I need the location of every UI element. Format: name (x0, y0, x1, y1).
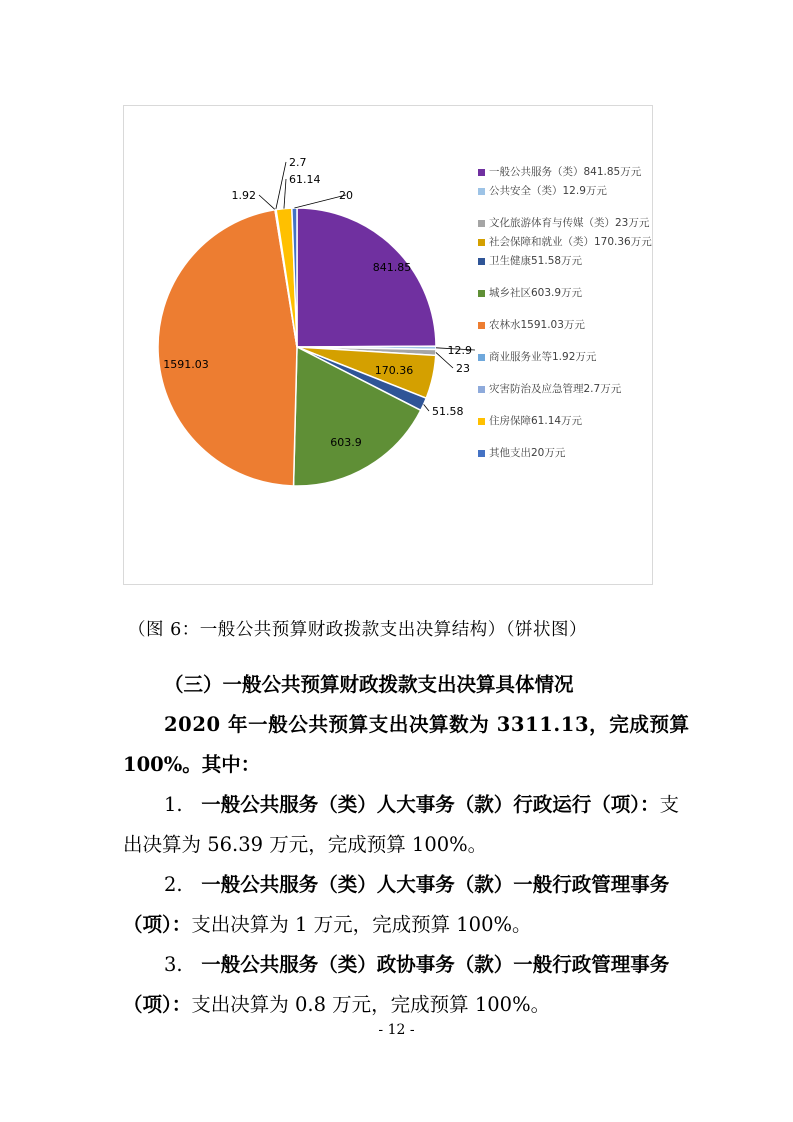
legend-item (478, 287, 654, 300)
legend-label: 商业服务业等1.92万元 (489, 351, 597, 363)
leader-line (424, 404, 429, 411)
item-2-line-2 (123, 912, 532, 938)
leader-line (259, 195, 275, 210)
pie-slice (158, 210, 297, 486)
item-2-line-1 (164, 872, 669, 898)
legend-item (478, 383, 654, 396)
legend-label: 灾害防治及应急管理2.7万元 (489, 383, 622, 395)
legend-swatch (478, 188, 485, 195)
legend-item (478, 319, 654, 332)
item-number: 2. (164, 873, 183, 896)
legend-label: 其他支出20万元 (489, 447, 566, 459)
data-label: 23 (456, 362, 470, 375)
legend-item (478, 236, 654, 249)
legend-item (478, 351, 654, 364)
legend-item (478, 255, 654, 268)
legend-item (478, 166, 654, 179)
legend-label: 卫生健康51.58万元 (489, 255, 583, 267)
legend-label: 社会保障和就业（类）170.36万元 (489, 236, 652, 248)
data-label: 170.36 (374, 364, 414, 377)
data-label: 61.14 (289, 173, 321, 186)
legend-swatch (478, 290, 485, 297)
legend-swatch (478, 239, 485, 246)
legend-swatch (478, 169, 485, 176)
data-label: 2.7 (289, 156, 307, 169)
item-text: 支 (659, 793, 679, 816)
summary-line-1: 2020 年一般公共预算支出决算数为 3311.13，完成预算 (164, 713, 690, 736)
item-title: 一般公共服务（类）人大事务（款）行政运行（项）： (201, 793, 660, 816)
legend-swatch (478, 354, 485, 361)
data-label: 20 (339, 189, 353, 202)
section-heading: （三）一般公共预算财政拨款支出决算具体情况 (164, 673, 574, 696)
item-number: 1. (164, 793, 183, 816)
item-1-line-2: 出决算为 56.39 万元，完成预算 100%。 (123, 833, 488, 856)
data-label: 1.92 (231, 189, 256, 202)
legend-label: 公共安全（类）12.9万元 (489, 185, 607, 197)
legend-swatch (478, 450, 485, 457)
item-3-line-1 (164, 952, 669, 978)
legend-label: 住房保障61.14万元 (489, 415, 583, 427)
pie-slice (297, 208, 436, 347)
item-3-line-2 (123, 992, 550, 1018)
chart-legend (478, 166, 654, 479)
legend-item (478, 185, 654, 198)
legend-label: 城乡社区603.9万元 (489, 287, 583, 299)
legend-swatch (478, 220, 485, 227)
page-number: - 12 - (378, 1022, 415, 1038)
summary-line-2: 100%。其中： (123, 753, 261, 776)
legend-label: 文化旅游体育与传媒（类）23万元 (489, 217, 650, 229)
item-text: 支出决算为 0.8 万元，完成预算 100%。 (191, 993, 551, 1016)
item-text: 支出决算为 1 万元，完成预算 100%。 (191, 913, 532, 936)
leader-line (284, 179, 286, 209)
legend-item (478, 415, 654, 428)
legend-item (478, 217, 654, 230)
data-label: 603.9 (330, 436, 362, 449)
figure-caption: （图 6：一般公共预算财政拨款支出决算结构）（饼状图） (128, 620, 587, 640)
data-label: 51.58 (432, 405, 464, 418)
item-title: 一般公共服务（类）人大事务（款）一般行政管理事务 (201, 873, 670, 896)
item-1-line-1 (164, 792, 679, 818)
data-label: 841.85 (372, 261, 412, 274)
legend-label: 一般公共服务（类）841.85万元 (489, 166, 642, 178)
data-label: 1591.03 (163, 358, 209, 371)
item-title: （项）： (123, 993, 192, 1016)
item-title: 一般公共服务（类）政协事务（款）一般行政管理事务 (201, 953, 670, 976)
legend-swatch (478, 386, 485, 393)
legend-label: 农林水1591.03万元 (489, 319, 585, 331)
item-number: 3. (164, 953, 183, 976)
item-title: （项）： (123, 913, 192, 936)
pie-chart-frame (123, 105, 653, 585)
legend-swatch (478, 322, 485, 329)
legend-swatch (478, 418, 485, 425)
data-label: 12.9 (447, 344, 472, 357)
legend-swatch (478, 258, 485, 265)
legend-item (478, 447, 654, 460)
